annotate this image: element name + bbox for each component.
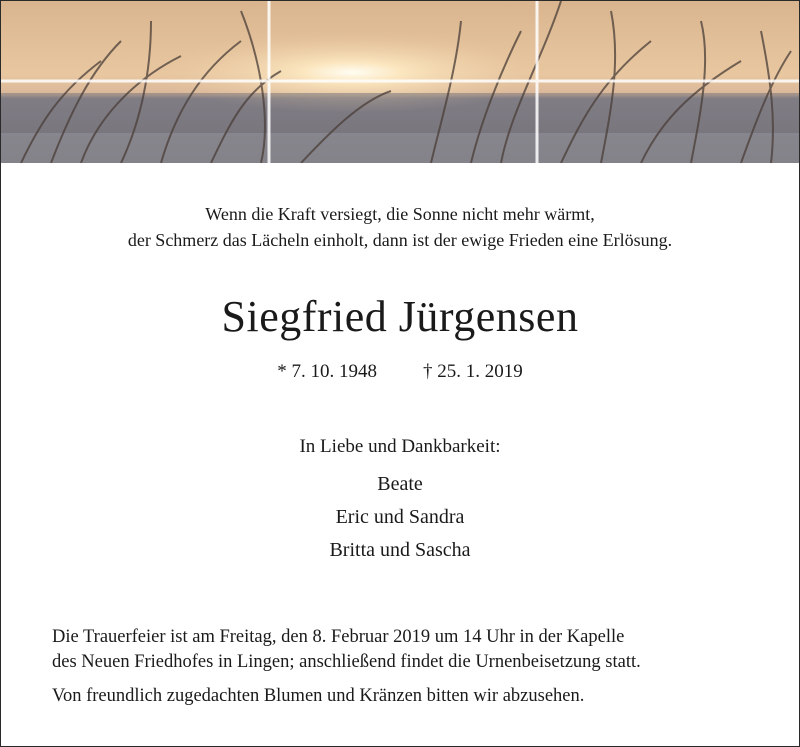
deceased-name: Siegfried Jürgensen bbox=[221, 292, 579, 341]
mourner-name: Beate bbox=[377, 473, 423, 495]
quote-line-1: Wenn die Kraft versiegt, die Sonne nicht mehr wärmt, bbox=[205, 204, 595, 224]
flowers-note: Von freundlich zugedachten Blumen und Kränzen bitten wir abzusehen. bbox=[52, 686, 585, 706]
death-date: † 25. 1. 2019 bbox=[423, 361, 523, 382]
mourner-name: Britta und Sascha bbox=[329, 539, 471, 561]
service-info-line-2: des Neuen Friedhofes in Lingen; anschließend findet die Urnenbeisetzung statt. bbox=[52, 652, 641, 672]
life-dates bbox=[0, 361, 800, 383]
quote-line-2: der Schmerz das Lächeln einholt, dann ist der ewige Frieden eine Erlösung. bbox=[127, 230, 673, 250]
birth-date: * 7. 10. 1948 bbox=[277, 361, 377, 382]
mourner-name: Eric und Sandra bbox=[335, 506, 465, 528]
mourners-intro: In Liebe und Dankbarkeit: bbox=[299, 436, 501, 457]
service-info-line-1: Die Trauerfeier ist am Freitag, den 8. Februar 2019 um 14 Uhr in der Kapelle bbox=[52, 627, 625, 647]
sunset-banner-image bbox=[1, 1, 799, 163]
